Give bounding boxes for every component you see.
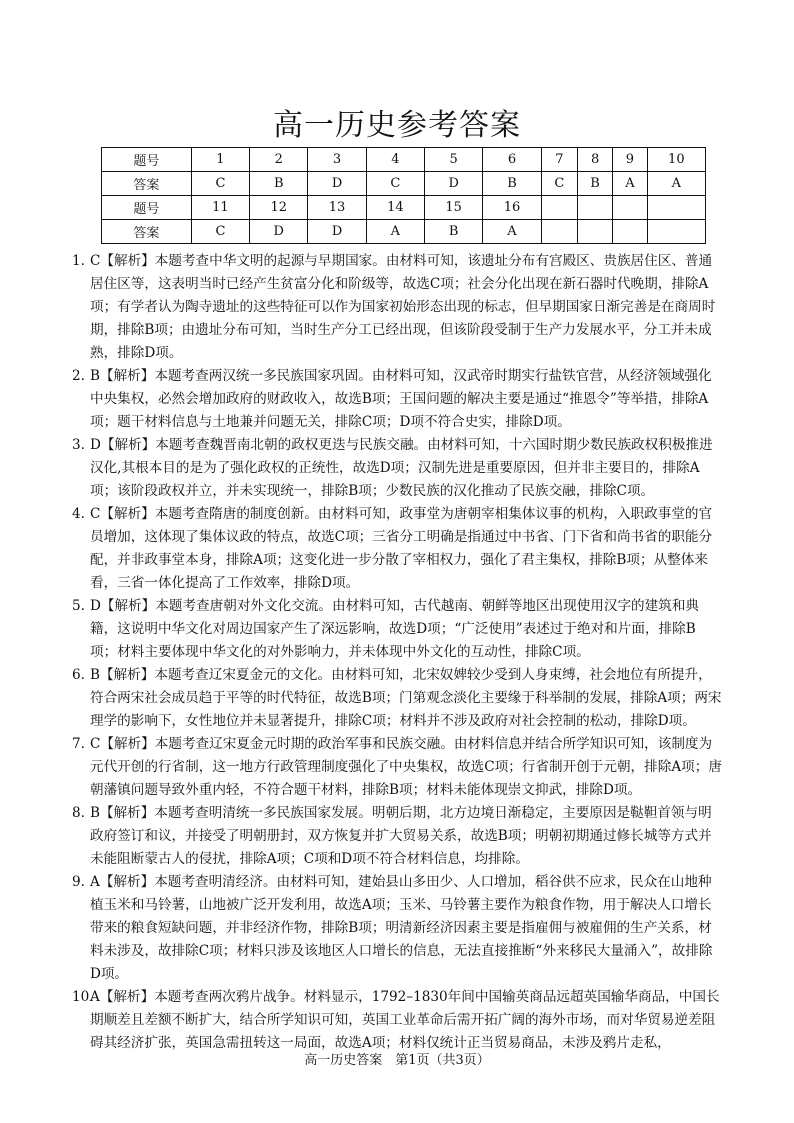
explanation-text: C【解析】本题考查中华文明的起源与早期国家。由材料可知，该遗址分布有宫殿区、贵族居住区、普通居住区等，这表明当时已经产生贫富分化和阶级等，故选C项；社会分化出现在新石器时代晚期，排除A项；有学者认为陶寺遗址的这些特征可以作为国家初始形态出现的标志，但早期国家日渐完善是在商周时期，排除B项；由遗址分布可知，当时生产分工已经出现，但该阶段受制于生产力发展水平，分工并未成熟，排除D项。 xyxy=(90,253,716,361)
answer-table-cell: C xyxy=(191,220,249,244)
explanation-number: 10. xyxy=(72,989,94,1005)
answer-table-row xyxy=(102,148,706,172)
answer-table-cell xyxy=(578,196,613,220)
explanation-number: 1. xyxy=(72,253,85,269)
explanation-text: A【解析】本题考查两次鸦片战争。材料显示，1792–1830年间中国输英商品远超英国输华商品，中国长期顺差且差额不断扩大，结合所学知识可知，英国工业革命后需开拓广阔的海外市场，而对华贸易逆差阻碍其经济扩张，英国急需扭转这一局面，故选A项；材料仅统计正当贸易商品，未涉及鸦片走私， xyxy=(90,989,720,1051)
answer-table-cell xyxy=(541,220,577,244)
answer-table-cell: C xyxy=(366,172,424,196)
explanation-item xyxy=(72,503,722,595)
answer-table xyxy=(101,147,706,244)
explanation-item xyxy=(72,986,722,1055)
answer-table-cell: C xyxy=(541,172,577,196)
answer-table-cell: 16 xyxy=(483,196,541,220)
answer-table-cell: D xyxy=(308,220,366,244)
answer-table-cell xyxy=(541,196,577,220)
answer-table-row-label: 答案 xyxy=(102,220,192,244)
explanation-text: A【解析】本题考查明清经济。由材料可知，建始县山多田少、人口增加，稻谷供不应求，民众在山地种植玉米和马铃薯，山地被广泛开发利用，故选A项；玉米、马铃薯主要作为粮食作物，用于解决人口增长带来的粮食短缺问题，并非经济作物，排除B项；明清新经济因素主要是指雇佣与被雇佣的生产关系，材料未涉及，故排除C项；材料只涉及该地区人口增长的信息，无法直接推断“外来移民大量涌入”，故排除D项。 xyxy=(90,874,713,982)
answer-table-cell: D xyxy=(308,172,366,196)
answer-table-cell: 14 xyxy=(366,196,424,220)
answer-table-cell: 11 xyxy=(191,196,249,220)
explanation-text: D【解析】本题考查魏晋南北朝的政权更迭与民族交融。由材料可知，十六国时期少数民族政权积极推进汉化,其根本目的是为了强化政权的正统性，故选D项；汉制先进是重要原因，但并非主要目的，排除A项；该阶段政权并立，并未实现统一，排除B项；少数民族的汉化推动了民族交融，排除C项。 xyxy=(90,437,713,499)
answer-table-cell: B xyxy=(425,220,483,244)
answer-table-row-label: 题号 xyxy=(102,148,192,172)
page-footer: 高一历史答案 第1页（共3页） xyxy=(304,1053,490,1068)
answer-table-cell: 4 xyxy=(366,148,424,172)
answer-table-cell: D xyxy=(425,172,483,196)
answer-table-cell xyxy=(613,196,648,220)
explanation-item xyxy=(72,733,722,802)
explanation-number: 4. xyxy=(72,506,85,522)
explanation-number: 9. xyxy=(72,874,85,890)
answer-table-cell: 13 xyxy=(308,196,366,220)
explanation-item xyxy=(72,595,722,664)
answer-table-row xyxy=(102,220,706,244)
explanation-item xyxy=(72,802,722,871)
answer-table-cell: A xyxy=(647,172,705,196)
answer-table-row-label: 答案 xyxy=(102,172,192,196)
answer-table-cell: B xyxy=(250,172,308,196)
answer-table-cell: B xyxy=(578,172,613,196)
answer-table-cell: 1 xyxy=(191,148,249,172)
answer-table-cell: 9 xyxy=(613,148,648,172)
answer-table-row-label: 题号 xyxy=(102,196,192,220)
page-title: 高一历史参考答案 xyxy=(273,108,521,143)
answer-table-cell: D xyxy=(250,220,308,244)
answer-table-cell: 8 xyxy=(578,148,613,172)
explanation-text: C【解析】本题考查辽宋夏金元时期的政治军事和民族交融。由材料信息并结合所学知识可知，该制度为元代开创的行省制，这一地方行政管理制度强化了中央集权，故选C项；行省制开创于元朝，排除A项；唐朝藩镇问题导致外重内轻，不符合题干材料，排除B项；材料未能体现崇文抑武，排除D项。 xyxy=(90,736,722,798)
explanation-text: B【解析】本题考查辽宋夏金元的文化。由材料可知，北宋奴婢较少受到人身束缚，社会地位有所提升，符合两宋社会成员趋于平等的时代特征，故选B项；门第观念淡化主要缘于科举制的发展，排除A项；两宋理学的影响下，女性地位并未显著提升，排除C项；材料并不涉及政府对社会控制的松动，排除D项。 xyxy=(90,667,722,729)
answer-table-cell: 10 xyxy=(647,148,705,172)
answer-table-cell: 5 xyxy=(425,148,483,172)
explanation-list xyxy=(72,250,722,1055)
explanation-item xyxy=(72,250,722,365)
answer-table-cell: A xyxy=(366,220,424,244)
explanation-number: 2. xyxy=(72,368,85,384)
explanation-number: 3. xyxy=(72,437,85,453)
answer-table-cell: 7 xyxy=(541,148,577,172)
explanation-text: C【解析】本题考查隋唐的制度创新。由材料可知，政事堂为唐朝宰相集体议事的机构，入职政事堂的官员增加，这体现了集体议政的特点，故选C项；三省分工明确是指通过中书省、门下省和尚书省的职能分配，并非政事堂本身，排除A项；这变化进一步分散了宰相权力，强化了君主集权，排除B项；从整体来看，三省一体化提高了工作效率，排除D项。 xyxy=(90,506,713,591)
answer-table-cell xyxy=(578,220,613,244)
answer-table-cell: 6 xyxy=(483,148,541,172)
explanation-text: B【解析】本题考查明清统一多民族国家发展。明朝后期，北方边境日渐稳定，主要原因是鞑靼首领与明政府签订和议，并接受了明朝册封，双方恢复并扩大贸易关系，故选B项；明朝初期通过修长城等方式并未能阻断蒙古人的侵扰，排除A项；C项和D项不符合材料信息，均排除。 xyxy=(90,805,712,867)
answer-table-cell: 15 xyxy=(425,196,483,220)
answer-table-cell: 12 xyxy=(250,196,308,220)
explanation-number: 6. xyxy=(72,667,85,683)
explanation-number: 7. xyxy=(72,736,85,752)
explanation-text: D【解析】本题考查唐朝对外文化交流。由材料可知，古代越南、朝鲜等地区出现使用汉字的建筑和典籍，这说明中华文化对周边国家产生了深远影响，故选D项；“广泛使用”表述过于绝对和片面，排除B项；材料主要体现中华文化的对外影响力，并未体现中外文化的互动性，排除C项。 xyxy=(90,598,700,660)
answer-table-row xyxy=(102,196,706,220)
explanation-item xyxy=(72,871,722,986)
answer-table-cell: A xyxy=(613,172,648,196)
explanation-number: 5. xyxy=(72,598,85,614)
answer-table-cell: B xyxy=(483,172,541,196)
explanation-item xyxy=(72,664,722,733)
answer-table-cell: A xyxy=(483,220,541,244)
answer-table-cell xyxy=(613,220,648,244)
answer-table-row xyxy=(102,172,706,196)
answer-table-cell: 2 xyxy=(250,148,308,172)
answer-table-cell: C xyxy=(191,172,249,196)
explanation-item xyxy=(72,365,722,434)
answer-table-cell xyxy=(647,196,705,220)
answer-table-cell xyxy=(647,220,705,244)
explanation-item xyxy=(72,434,722,503)
answer-table-cell: 3 xyxy=(308,148,366,172)
explanation-text: B【解析】本题考查两汉统一多民族国家巩固。由材料可知，汉武帝时期实行盐铁官营，从经济领域强化中央集权，必然会增加政府的财政收入，故选B项；王国问题的解决主要是通过“推恩令”等举措，排除A项；题干材料信息与土地兼并问题无关，排除C项；D项不符合史实，排除D项。 xyxy=(90,368,712,430)
explanation-number: 8. xyxy=(72,805,85,821)
